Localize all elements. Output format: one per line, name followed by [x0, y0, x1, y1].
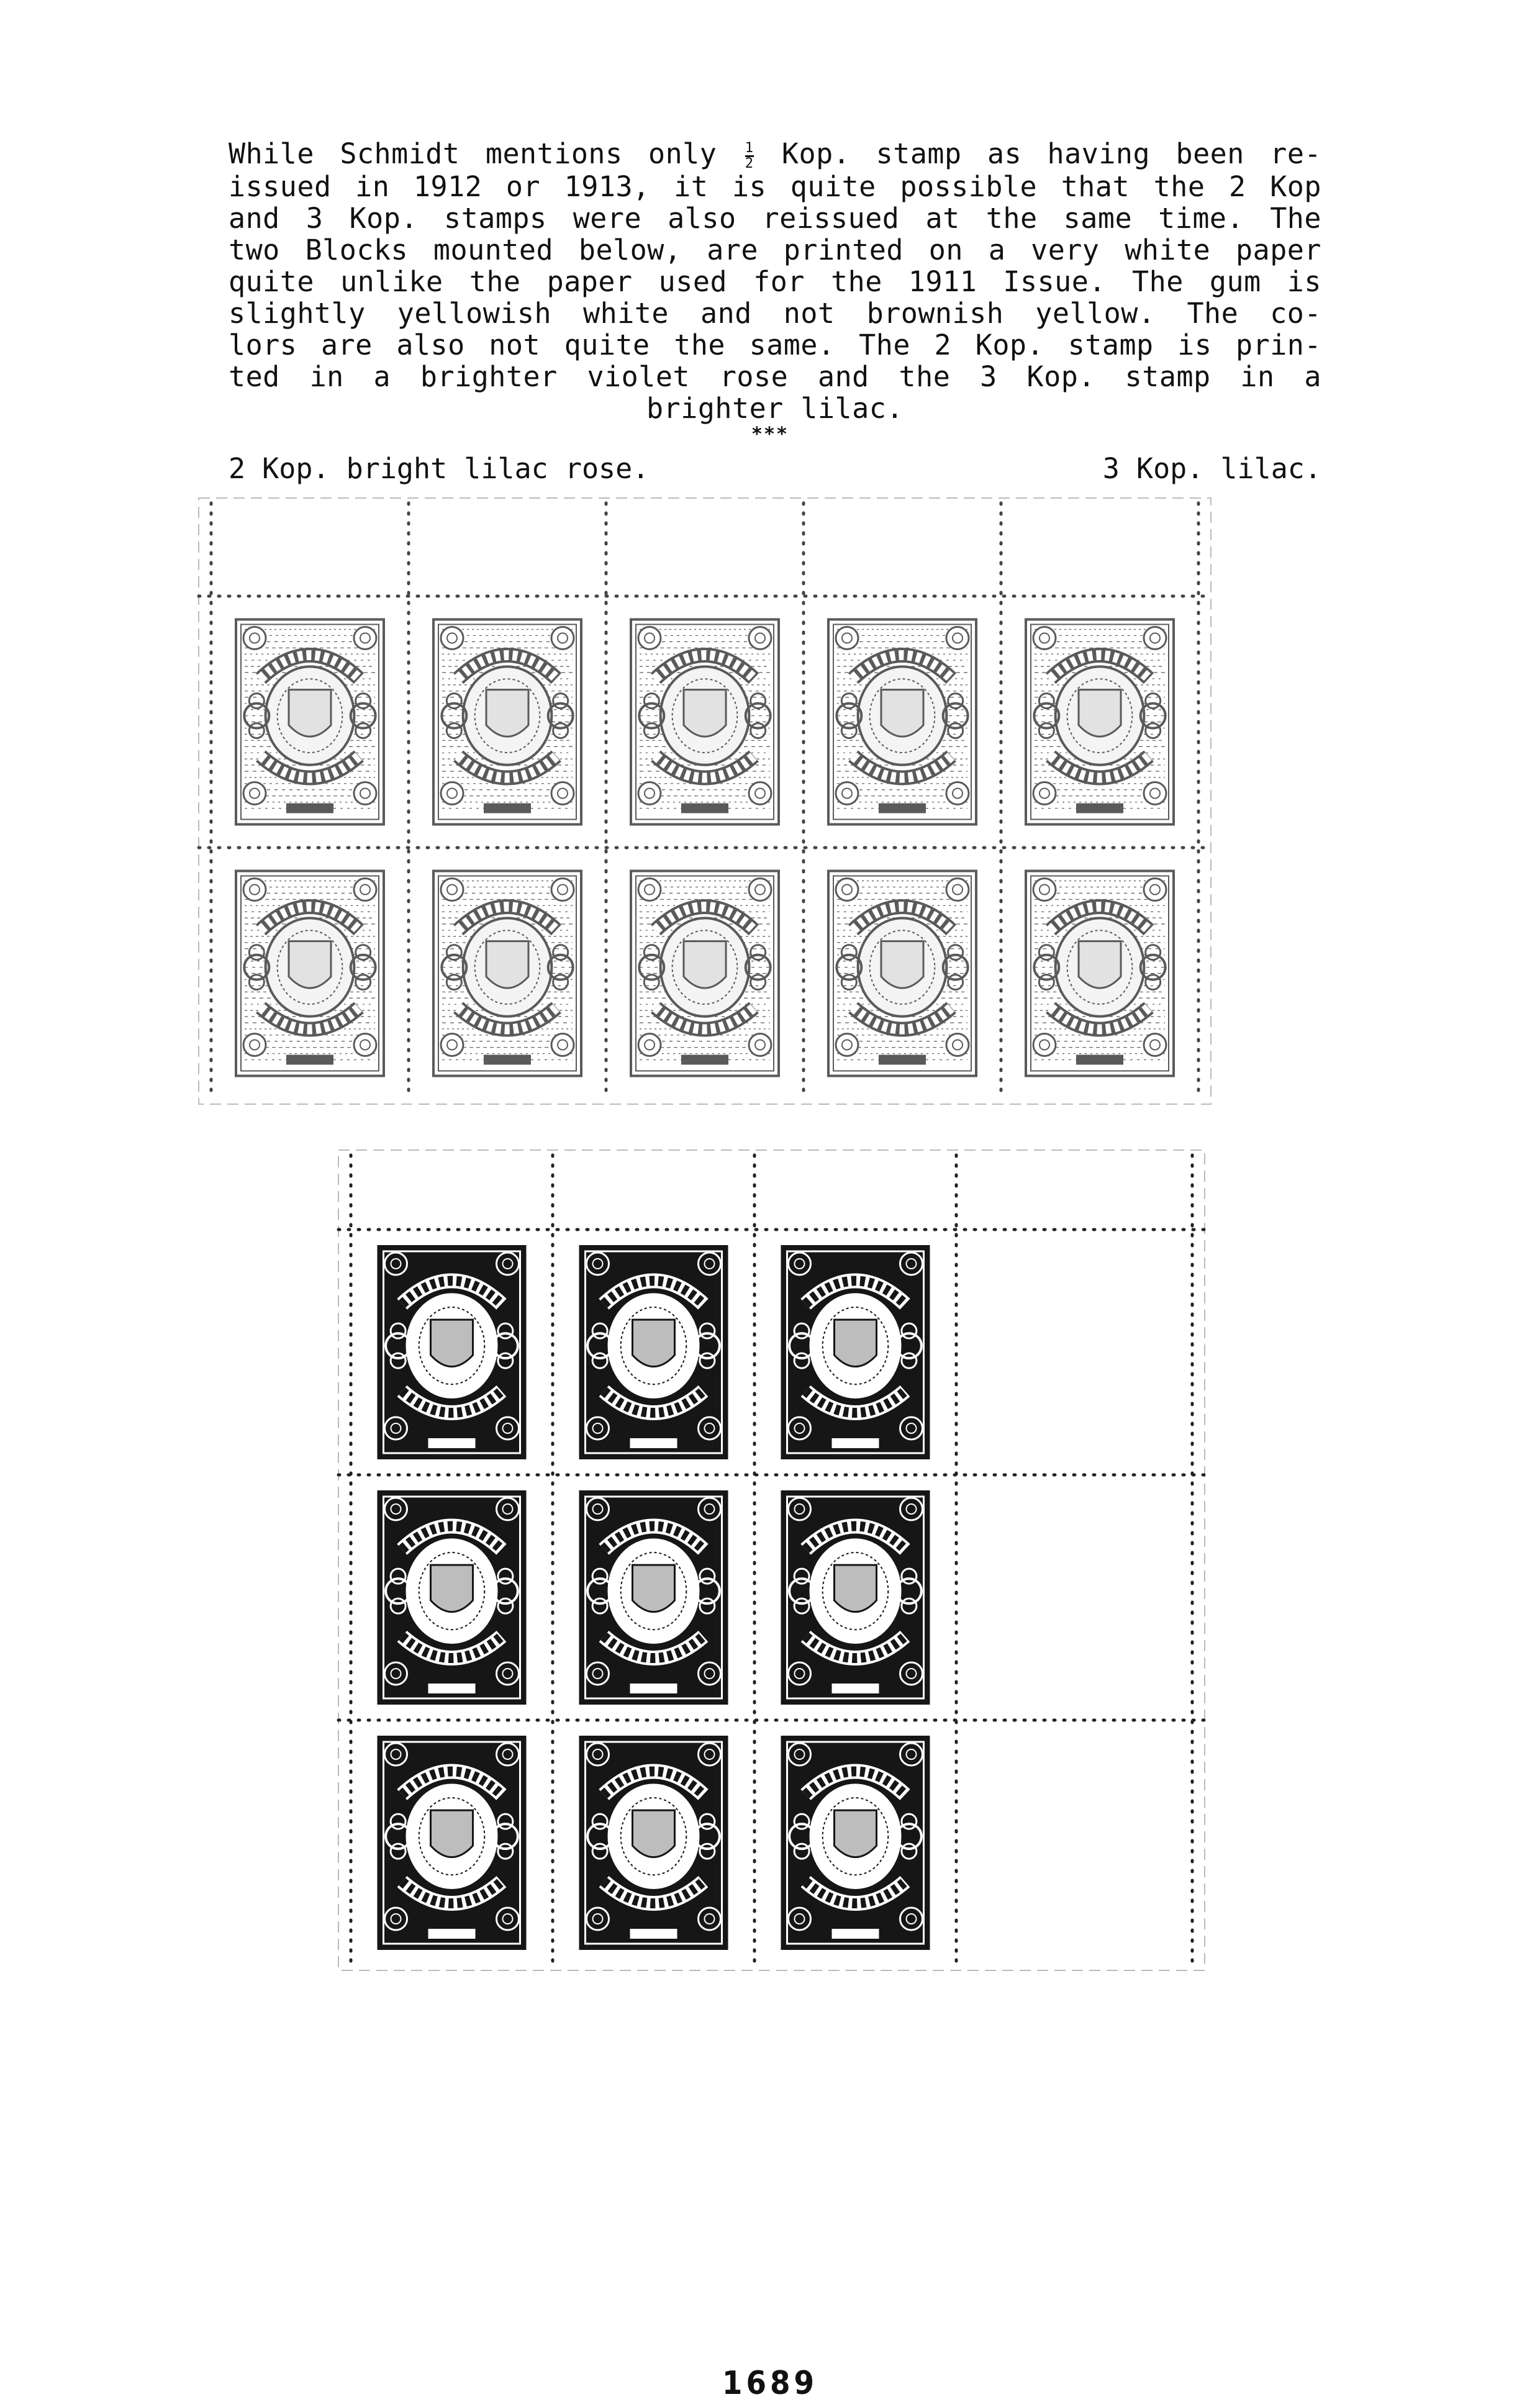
paragraph-line-6: slightly yellowish white and not brownish yellow. The co-	[229, 296, 1321, 330]
page-number: 1689	[722, 2365, 818, 2402]
paragraph-line-3: and 3 Kop. stamps were also reissued at the same time. The	[229, 201, 1321, 235]
stamp	[631, 871, 779, 1076]
stamp	[828, 871, 976, 1076]
stamp	[781, 1245, 930, 1459]
intro-paragraph	[229, 138, 1321, 424]
section-separator: ***	[751, 424, 789, 445]
paragraph-line-2: issued in 1912 or 1913, it is quite possible that the 2 Kop	[229, 170, 1321, 203]
paragraph-line-5: quite unlike the paper used for the 1911 Issue. The gum is	[229, 265, 1321, 298]
stamp	[631, 620, 779, 825]
paragraph-line-1: While Schmidt mentions only $\frac{1}{2}$ Kop. stamp as having been re-	[229, 137, 1322, 171]
stamp	[1026, 871, 1174, 1076]
paragraph-line-4: two Blocks mounted below, are printed on a very white paper	[229, 233, 1321, 266]
stamp	[1026, 620, 1174, 825]
stamp-block-2-kop	[202, 497, 1320, 1118]
stamp	[378, 1736, 527, 1950]
caption-3-kop: 3 Kop. lilac.	[1102, 452, 1321, 485]
stamp	[828, 620, 976, 825]
stamp	[781, 1490, 930, 1705]
caption-2-kop: 2 Kop. bright lilac rose.	[229, 452, 650, 485]
paragraph-line-9: brighter lilac.	[646, 391, 904, 425]
stamp	[433, 871, 581, 1076]
half-fraction: $\frac{1}{2}$	[745, 140, 754, 171]
stamp	[579, 1490, 728, 1705]
stamp	[579, 1736, 728, 1950]
stamp	[433, 620, 581, 825]
stamp	[236, 871, 384, 1076]
stamp	[378, 1490, 527, 1705]
stamp	[579, 1245, 728, 1459]
stamp	[781, 1736, 930, 1950]
stamp	[236, 620, 384, 825]
paragraph-line-7: lors are also not quite the same. The 2 Kop. stamp is prin-	[229, 328, 1321, 361]
stamp	[378, 1245, 527, 1459]
stamp-block-3-kop	[338, 1143, 1220, 2378]
paragraph-line-8: ted in a brighter violet rose and the 3 Kop. stamp in a	[229, 360, 1321, 393]
